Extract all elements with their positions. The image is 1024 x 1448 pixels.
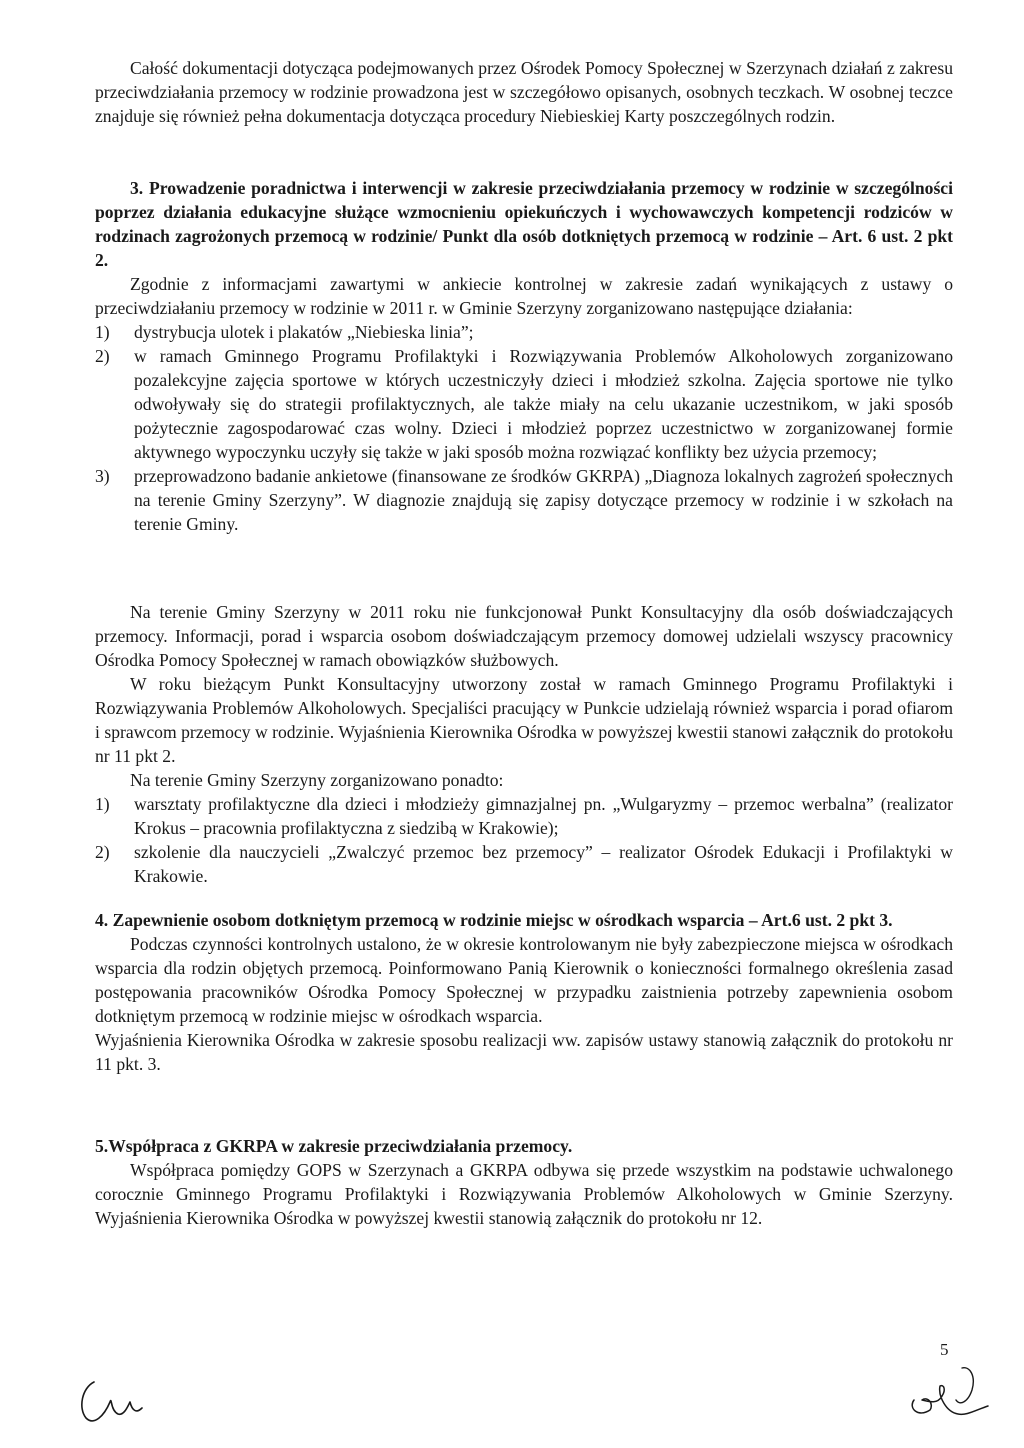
list-item-text: szkolenie dla nauczycieli „Zwalczyć przemoc bez przemocy” – realizator Ośrodek Edukacji i Profilaktyki w Krakowie. — [134, 842, 953, 886]
section-3-paragraph-1: Na terenie Gminy Szerzyny w 2011 roku nie funkcjonował Punkt Konsultacyjny dla osób doświadczających przemocy. Informacji, porad i wsparcia osobom doświadczającym przemocy domowej udzielali wszyscy pracownicy Ośrodka Pomocy Społecznej w ramach obowiązków służbowych. — [95, 602, 953, 670]
list-item — [95, 464, 953, 536]
section-5-paragraph-1: Współpraca pomiędzy GOPS w Szerzynach a GKRPA odbywa się przede wszystkim na podstawie uchwalonego corocznie Gminnego Programu Profilaktyki i Rozwiązywania Problemów Alkoholowych w Gminie Szerzyny. Wyjaśnienia Kierownika Ośrodka w powyższej kwestii stanowią załącznik do protokołu nr 12. — [95, 1160, 953, 1228]
section-3-list-2 — [95, 792, 953, 888]
intro-paragraph: Całość dokumentacji dotycząca podejmowanych przez Ośrodek Pomocy Społecznej w Szerzynach działań z zakresu przeciwdziałania przemocy w rodzinie prowadzona jest w szczegółowo opisanych, osobnych teczkach. W osobnej teczce znajduje się również pełna dokumentacja dotycząca procedury Niebieskiej Karty poszczególnych rodzin. — [95, 58, 953, 126]
list-item — [95, 320, 953, 344]
section-4-paragraph-2: Wyjaśnienia Kierownika Ośrodka w zakresie sposobu realizacji ww. zapisów ustawy stanowią załącznik do protokołu nr 11 pkt. 3. — [95, 1030, 953, 1074]
list-item-number: 2) — [95, 346, 110, 366]
section-4-paragraph-1: Podczas czynności kontrolnych ustalono, że w okresie kontrolowanym nie były zabezpieczone miejsca w ośrodkach wsparcia dla rodzin objętych przemocą. Poinformowano Panią Kierownik o konieczności formalnego określenia zasad postępowania pracowników Ośrodka Pomocy Społecznej w przypadku zaistnienia potrzeby zapewnienia osobom dotkniętym przemocą w rodzinie miejsc w ośrodkach wsparcia. — [95, 934, 953, 1026]
list-item-number: 1) — [95, 794, 110, 814]
section-4 — [95, 908, 953, 1076]
section-3 — [95, 176, 953, 536]
section-3-intro: Zgodnie z informacjami zawartymi w ankiecie kontrolnej w zakresie zadań wynikających z ustawy o przeciwdziałaniu przemocy w rodzinie w 2011 r. w Gminie Szerzyny zorganizowano następujące działania: — [95, 274, 953, 318]
list-item-text: przeprowadzono badanie ankietowe (finansowane ze środków GKRPA) „Diagnoza lokalnych zagrożeń społecznych na terenie Gminy Szerzyny”. W diagnozie znajdują się zapisy dotyczące przemocy w rodzinie i w szkołach na terenie Gminy. — [134, 466, 953, 534]
intro-block — [95, 56, 953, 128]
section-5 — [95, 1134, 953, 1230]
list-item-number: 1) — [95, 322, 110, 342]
list-item-text: w ramach Gminnego Programu Profilaktyki i Rozwiązywania Problemów Alkoholowych zorganizowano pozalekcyjne zajęcia sportowe w których uczestniczyły dzieci i młodzież szkolna. Zajęcia sportowe nie tylko odwoływały się do strategii profilaktycznych, ale także miały na celu ukazanie uczestnikom, w jaki sposób pożytecznie zagospodarować czas wolny. Dzieci i młodzież poprzez uczestnictwo w zorganizowanej formie aktywnego wypoczynku uczyły się także w jaki sposób można rozwiązać konflikty bez użycia przemocy; — [134, 346, 953, 462]
list-item-text: dystrybucja ulotek i plakatów „Niebieska linia”; — [134, 322, 474, 342]
list-item — [95, 344, 953, 464]
list-item-number: 3) — [95, 466, 110, 486]
section-3-paragraph-3: Na terenie Gminy Szerzyny zorganizowano ponadto: — [130, 770, 504, 790]
list-item-text: warsztaty profilaktyczne dla dzieci i młodzieży gimnazjalnej pn. „Wulgaryzmy – przemoc werbalna” (realizator Krokus – pracownia profilaktyczna z siedzibą w Krakowie); — [134, 794, 953, 838]
section-3-list — [95, 320, 953, 536]
section-3-continued — [95, 600, 953, 888]
section-3-paragraph-2: W roku bieżącym Punkt Konsultacyjny utworzony został w ramach Gminnego Programu Profilaktyki i Rozwiązywania Problemów Alkoholowych. Specjaliści pracujący w Punkcie udzielają również wsparcia i porad ofiarom i sprawcom przemocy w rodzinie. Wyjaśnienia Kierownika Ośrodka w powyższej kwestii stanowi załącznik do protokołu nr 11 pkt 2. — [95, 674, 953, 766]
list-item — [95, 840, 953, 888]
list-item — [95, 792, 953, 840]
list-item-number: 2) — [95, 842, 110, 862]
initials-signature-left — [72, 1370, 172, 1430]
section-5-heading: 5.Współpraca z GKRPA w zakresie przeciwdziałania przemocy. — [95, 1136, 573, 1156]
initials-signature-right — [900, 1356, 1020, 1426]
section-3-heading: 3. Prowadzenie poradnictwa i interwencji w zakresie przeciwdziałania przemocy w rodzinie w szczególności poprzez działania edukacyjne służące wzmocnieniu opiekuńczych i wychowawczych kompetencji rodziców w rodzinach zagrożonych przemocą w rodzinie/ Punkt dla osób dotkniętych przemocą w rodzinie – Art. 6 ust. 2 pkt 2. — [95, 178, 953, 270]
section-4-heading: 4. Zapewnienie osobom dotkniętym przemocą w rodzinie miejsc w ośrodkach wsparcia – Art.6 ust. 2 pkt 3. — [95, 910, 893, 930]
page-number: 5 — [940, 1340, 949, 1359]
